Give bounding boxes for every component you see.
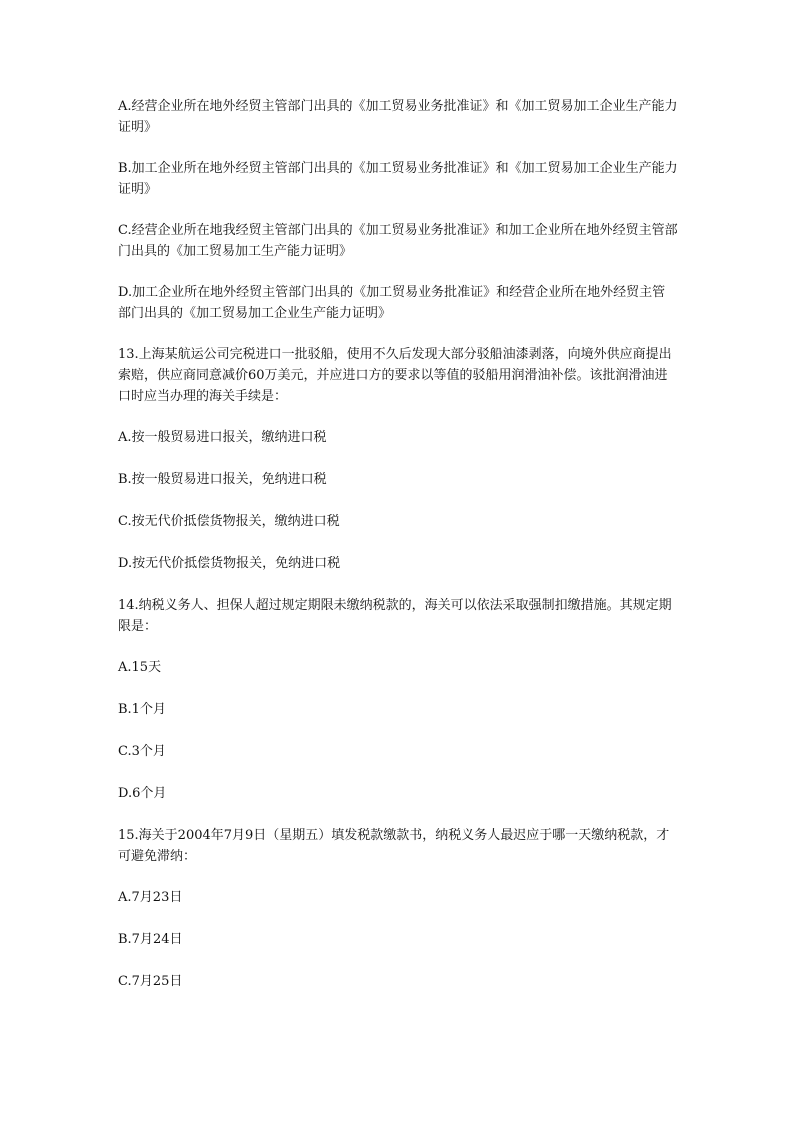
q13-option-a: A.按一般贸易进口报关，缴纳进口税 [118, 430, 327, 445]
q14-option-a: A.15天 [118, 660, 162, 675]
q15-option-c: C.7月25日 [118, 974, 183, 989]
q13-option-d: D.按无代价抵偿货物报关，免纳进口税 [118, 556, 341, 571]
q13-option-b: B.按一般贸易进口报关，免纳进口税 [118, 472, 327, 487]
q12-option-a: A.经营企业所在地外经贸主管部门出具的《加工贸易业务批准证》和《加工贸易加工企业生产能力证明》 [118, 99, 678, 135]
document-page [118, 96, 678, 1013]
q14-option-d: D.6个月 [118, 786, 167, 801]
q13-option-c: C.按无代价抵偿货物报关，缴纳进口税 [118, 514, 340, 529]
q14-option-b: B.1个月 [118, 702, 166, 717]
q12-option-b: B.加工企业所在地外经贸主管部门出具的《加工贸易业务批准证》和《加工贸易加工企业生产能力证明》 [118, 161, 678, 197]
q15-option-a: A.7月23日 [118, 890, 183, 905]
q12-option-c: C.经营企业所在地我经贸主管部门出具的《加工贸易业务批准证》和加工企业所在地外经贸主管部门出具的《加工贸易加工生产能力证明》 [118, 223, 678, 259]
q14-option-c: C.3个月 [118, 744, 166, 759]
q15-option-b: B.7月24日 [118, 932, 183, 947]
q15-question: 15.海关于2004年7月9日（星期五）填发税款缴款书，纳税义务人最迟应于哪一天缴纳税款，才可避免滞纳： [118, 828, 670, 864]
q13-question: 13.上海某航运公司完税进口一批驳船，使用不久后发现大部分驳船油漆剥落，向境外供应商提出索赔，供应商同意减价60万美元，并应进口方的要求以等值的驳船用润滑油补偿。该批润滑油进口时应当办理的海关手续是： [118, 347, 672, 404]
q14-question: 14.纳税义务人、担保人超过规定期限未缴纳税款的，海关可以依法采取强制扣缴措施。其规定期限是： [118, 598, 672, 634]
q12-option-d: D.加工企业所在地外经贸主管部门出具的《加工贸易业务批准证》和经营企业所在地外经贸主管部门出具的《加工贸易加工企业生产能力证明》 [118, 285, 666, 321]
